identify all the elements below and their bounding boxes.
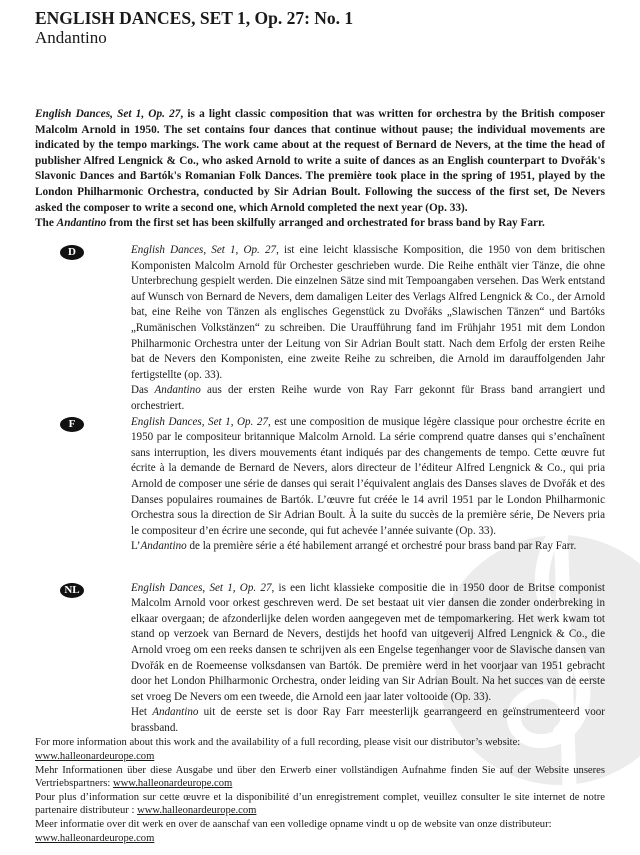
page-title: ENGLISH DANCES, SET 1, Op. 27: No. 1 <box>35 8 354 28</box>
distributor-link[interactable]: www.halleonardeurope.com <box>35 751 155 763</box>
text: L’ <box>131 540 141 553</box>
page-subtitle: Andantino <box>35 28 107 47</box>
text: aus der ersten Reihe wurde von Ray Farr gekonnt für Brass band arrangiert und orchestriert. <box>131 384 605 412</box>
text: The <box>35 217 57 230</box>
french-body: , est une composition de musique légère classique pour orchestre écrite en 1950 par le compositeur britannique Malcolm Arnold. La série comprend quatre danses qui s’enchaînent sans interruption, les divers mouvements étant indiqués par des changements de tempo. Cette œuvre fut écrite à la demande de Bernard de Nevers, alors directeur de l’éditeur Alfred Lengnick & Co., qui pria Arnold de composer une série de danses qui serait l’équivalent anglais des Danses slaves de Dvořák et des Danses populaires roumaines de Bartók. L’œuvre fut créée le 14 avril 1951 par le London Philharmonic Orchestra sous la direction de Sir Adrian Boult. À la suite du succès de la première série, De Nevers pria le compositeur d’en écrire une seconde, qui fut achevée l’année suivante (Op. 33). <box>131 415 605 537</box>
dutch-description <box>131 581 605 737</box>
movement-title: Andantino <box>152 706 199 719</box>
work-title: English Dances, Set 1, Op. 27 <box>131 415 269 428</box>
text: from the first set has been skilfully arranged and orchestrated for brass band by Ray Farr. <box>106 217 545 230</box>
movement-title: Andantino <box>154 384 201 397</box>
footer-nl: Meer informatie over dit werk en over de aanschaf van een volledige opname vindt u op de website van onze distributeur: <box>35 819 552 831</box>
text: uit de eerste set is door Ray Farr meesterlijk gearrangeerd en geïnstrumenteerd voor brassband. <box>131 706 605 734</box>
french-description <box>131 415 605 555</box>
movement-title: Andantino <box>56 217 107 230</box>
footer-de: Mehr Informationen über diese Ausgabe und über den Erwerb einer vollständigen Aufnahme finden Sie auf der Website unseres Vertriebspartners: <box>35 764 605 790</box>
work-title: English Dances, Set 1, Op. 27 <box>35 108 181 120</box>
work-title: English Dances, Set 1, Op. 27 <box>131 581 272 594</box>
language-badge-fr: F <box>60 417 84 432</box>
german-description <box>131 243 605 415</box>
dutch-body: , is een licht klassieke compositie die in 1950 door de Britse componist Malcolm Arnold voor orkest geschreven werd. De set bestaat uit vier dansen die zonder onderbreking in elkaar overgaan; de afzonderlijke delen worden aangegeven met de tempomarkering. Het werk kwam tot stand op verzoek van Bernard de Nevers, destijds het hoofd van uitgeverij Alfred Lengnick & Co., die Arnold vroeg om een reeks dansen te schrijven als een Engelse tegenhanger voor de Slavische dansen van Dvořák en de Roemeense volksdansen van Bartók. De première werd in het voorjaar van 1951 gebracht door het London Philharmonic Orchestra, onder leiding van Sir Adrian Boult. Na het succes van de eerste set vroeg De Nevers om een tweede, die Arnold een jaar later voltooide (Op. 33). <box>131 581 606 703</box>
german-body: , ist eine leicht klassische Komposition, die 1950 von dem britischen Komponisten Malcolm Arnold für Orchester geschrieben wurde. Die Reihe enthält vier Tänze, die ohne Unterbrechung gespielt werden. Die einzelnen Sätze sind mit Tempoangaben versehen. Das Werk entstand auf Wunsch von Bernard de Nevers, dem damaligen Leiter des Verlags Alfred Lengnick & Co., der Arnold bat, eine Reihe von Tänzen als englisches Gegenstück zu Dvořáks „Slawischen Tänzen“ und Bartóks „Rumänischen Volkstänzen“ zu schreiben. Die Uraufführung fand im Frühjahr 1951 mit dem London Philharmonic Orchestra unter der Leitung von Sir Adrian Boult statt. Nach dem Erfolg der ersten Reihe bat de Nevers den Komponisten, eine zweite Reihe zu schreiben, die Arnold im darauffolgenden Jahr fertigstellte (op. 33). <box>131 244 605 381</box>
footer-info <box>35 736 605 855</box>
language-badge-de: D <box>60 245 84 260</box>
distributor-link[interactable]: www.halleonardeurope.com <box>137 805 257 817</box>
distributor-link[interactable]: www.halleonardeurope.com <box>35 832 155 844</box>
text: de la première série a été habilement arrangé et orchestré pour brass band par Ray Farr. <box>186 540 577 553</box>
english-description <box>35 107 605 232</box>
footer-en: For more information about this work and the availability of a full recording, please visit our distributor’s website: <box>35 737 521 749</box>
language-badge-nl: NL <box>60 583 84 598</box>
work-title: English Dances, Set 1, Op. 27 <box>131 244 277 256</box>
english-body: , is a light classic composition that was written for orchestra by the British composer Malcolm Arnold in 1950. The set contains four dances that continue without pause; the individual movements are indicated by the tempo markings. The work came about at the request of Bernard de Nevers, at the time the head of publisher Alfred Lengnick & Co., who asked Arnold to write a suite of dances as an English counterpart to Dvořák's Slavonic Dances and Bartók's Romanian Folk Dances. The première took place in the spring of 1951, played by the London Philharmonic Orchestra, conducted by Sir Adrian Boult. Following the success of the first set, De Nevers asked the composer to write a second one, which Arnold completed the next year (Op. 33). <box>35 108 606 214</box>
footer-fr: Pour plus d’information sur cette œuvre et la disponibilité d’un enregistrement complet, veuillez consulter le site internet de notre partenaire distributeur : <box>35 791 605 817</box>
text: Das <box>131 384 155 397</box>
movement-title: Andantino <box>140 540 187 553</box>
distributor-link[interactable]: www.halleonardeurope.com <box>112 778 233 790</box>
text: Het <box>131 706 153 719</box>
